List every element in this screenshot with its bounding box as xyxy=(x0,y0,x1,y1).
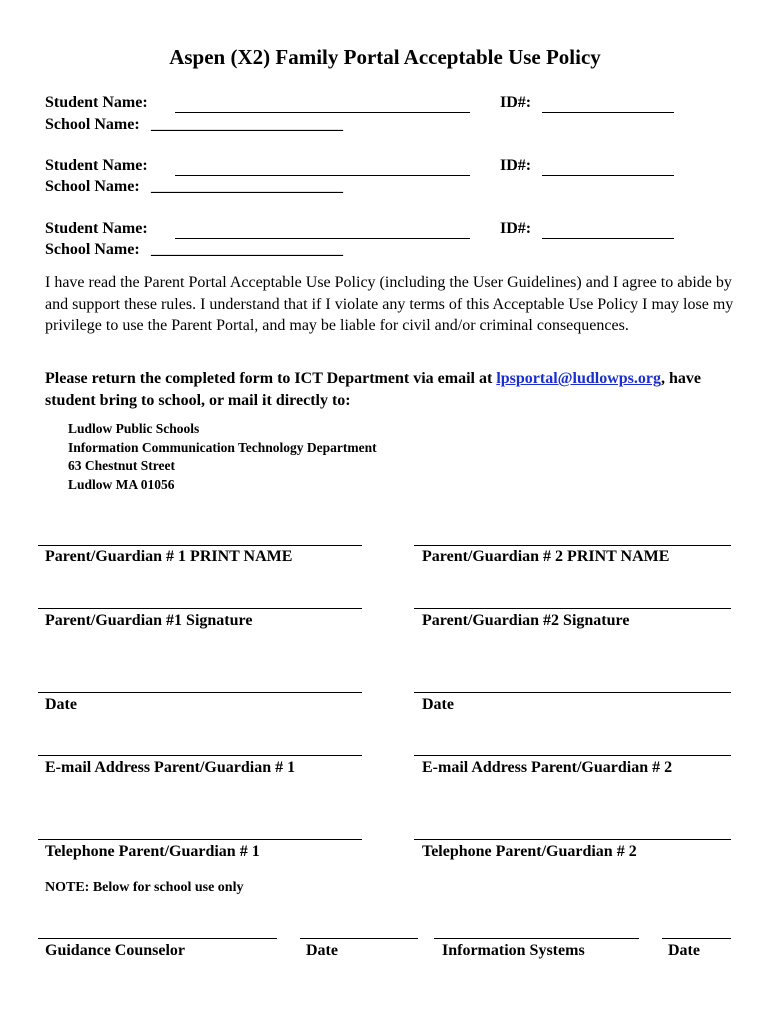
info-systems-date-line[interactable] xyxy=(662,938,731,939)
student-name-label-1: Student Name: xyxy=(45,94,148,111)
school-use-note: NOTE: Below for school use only xyxy=(45,880,244,895)
id-field-3[interactable] xyxy=(542,221,674,239)
school-name-label-1: School Name: xyxy=(45,116,140,133)
pg1-signature-label: Parent/Guardian #1 Signature xyxy=(45,612,253,629)
address-line-1: Ludlow Public Schools xyxy=(68,421,200,436)
address-line-2: Information Communication Technology Department xyxy=(68,439,377,455)
student-name-field-2[interactable] xyxy=(175,158,470,176)
pg2-print-name-label: Parent/Guardian # 2 PRINT NAME xyxy=(422,548,670,565)
information-systems-label: Information Systems xyxy=(442,942,585,959)
page-title: Aspen (X2) Family Portal Acceptable Use Policy xyxy=(169,45,601,69)
school-name-field-3[interactable]: ________________________ xyxy=(151,241,343,258)
pg2-phone-label: Telephone Parent/Guardian # 2 xyxy=(422,843,637,860)
pg2-phone-line[interactable] xyxy=(414,839,731,840)
address-line-4: Ludlow MA 01056 xyxy=(68,476,175,492)
student-name-label-3: Student Name: xyxy=(45,220,148,237)
student-name-field-3[interactable] xyxy=(175,221,470,239)
pg1-print-name-label: Parent/Guardian # 1 PRINT NAME xyxy=(45,548,293,565)
id-field-2[interactable] xyxy=(542,158,674,176)
pg1-email-label: E-mail Address Parent/Guardian # 1 xyxy=(45,759,296,776)
guidance-counselor-label: Guidance Counselor xyxy=(45,942,186,959)
pg1-phone-line[interactable] xyxy=(38,839,362,840)
info-systems-date-label: Date xyxy=(668,942,700,959)
guidance-counselor-line[interactable] xyxy=(38,938,277,939)
id-label-3: ID#: xyxy=(500,220,532,237)
pg2-print-name-line[interactable] xyxy=(414,545,731,546)
return-instructions xyxy=(45,368,735,411)
email-link[interactable]: lpsportal@ludlowps.org xyxy=(496,370,662,387)
school-name-label-3: School Name: xyxy=(45,241,140,258)
mailing-address xyxy=(68,420,377,494)
information-systems-line[interactable] xyxy=(434,938,639,939)
pg2-email-label: E-mail Address Parent/Guardian # 2 xyxy=(422,759,673,776)
pg2-date-label: Date xyxy=(422,696,454,713)
pg1-phone-label: Telephone Parent/Guardian # 1 xyxy=(45,843,260,860)
pg2-email-line[interactable] xyxy=(414,755,731,756)
return-text-before: Please return the completed form to ICT Department via email at xyxy=(45,370,497,387)
student-name-field-1[interactable] xyxy=(175,95,470,113)
pg1-date-label: Date xyxy=(45,696,77,713)
id-label-1: ID#: xyxy=(500,94,532,111)
pg1-email-line[interactable] xyxy=(38,755,362,756)
school-name-field-2[interactable]: ________________________ xyxy=(151,178,343,195)
guidance-date-label: Date xyxy=(306,942,338,959)
pg1-signature-line[interactable] xyxy=(38,608,362,609)
id-label-2: ID#: xyxy=(500,157,532,174)
pg1-date-line[interactable] xyxy=(38,692,362,693)
school-name-field-1[interactable]: ________________________ xyxy=(151,116,343,133)
agreement-paragraph: I have read the Parent Portal Acceptable Use Policy (including the User Guidelines) and I agree to abide by and support these rules. I understand that if I violate any terms of this Acceptable Use Policy I may lose my privilege to use the Parent Portal, and may be liable for civil and/or criminal consequences. xyxy=(45,274,734,334)
address-line-3: 63 Chestnut Street xyxy=(68,458,175,473)
id-field-1[interactable] xyxy=(542,95,674,113)
pg2-signature-label: Parent/Guardian #2 Signature xyxy=(422,612,630,629)
guidance-date-line[interactable] xyxy=(300,938,418,939)
pg2-date-line[interactable] xyxy=(414,692,731,693)
pg1-print-name-line[interactable] xyxy=(38,545,362,546)
return-text-after: , have student bring to school, or mail it directly to: xyxy=(45,370,702,409)
school-name-label-2: School Name: xyxy=(45,178,140,195)
student-name-label-2: Student Name: xyxy=(45,157,148,174)
pg2-signature-line[interactable] xyxy=(414,608,731,609)
